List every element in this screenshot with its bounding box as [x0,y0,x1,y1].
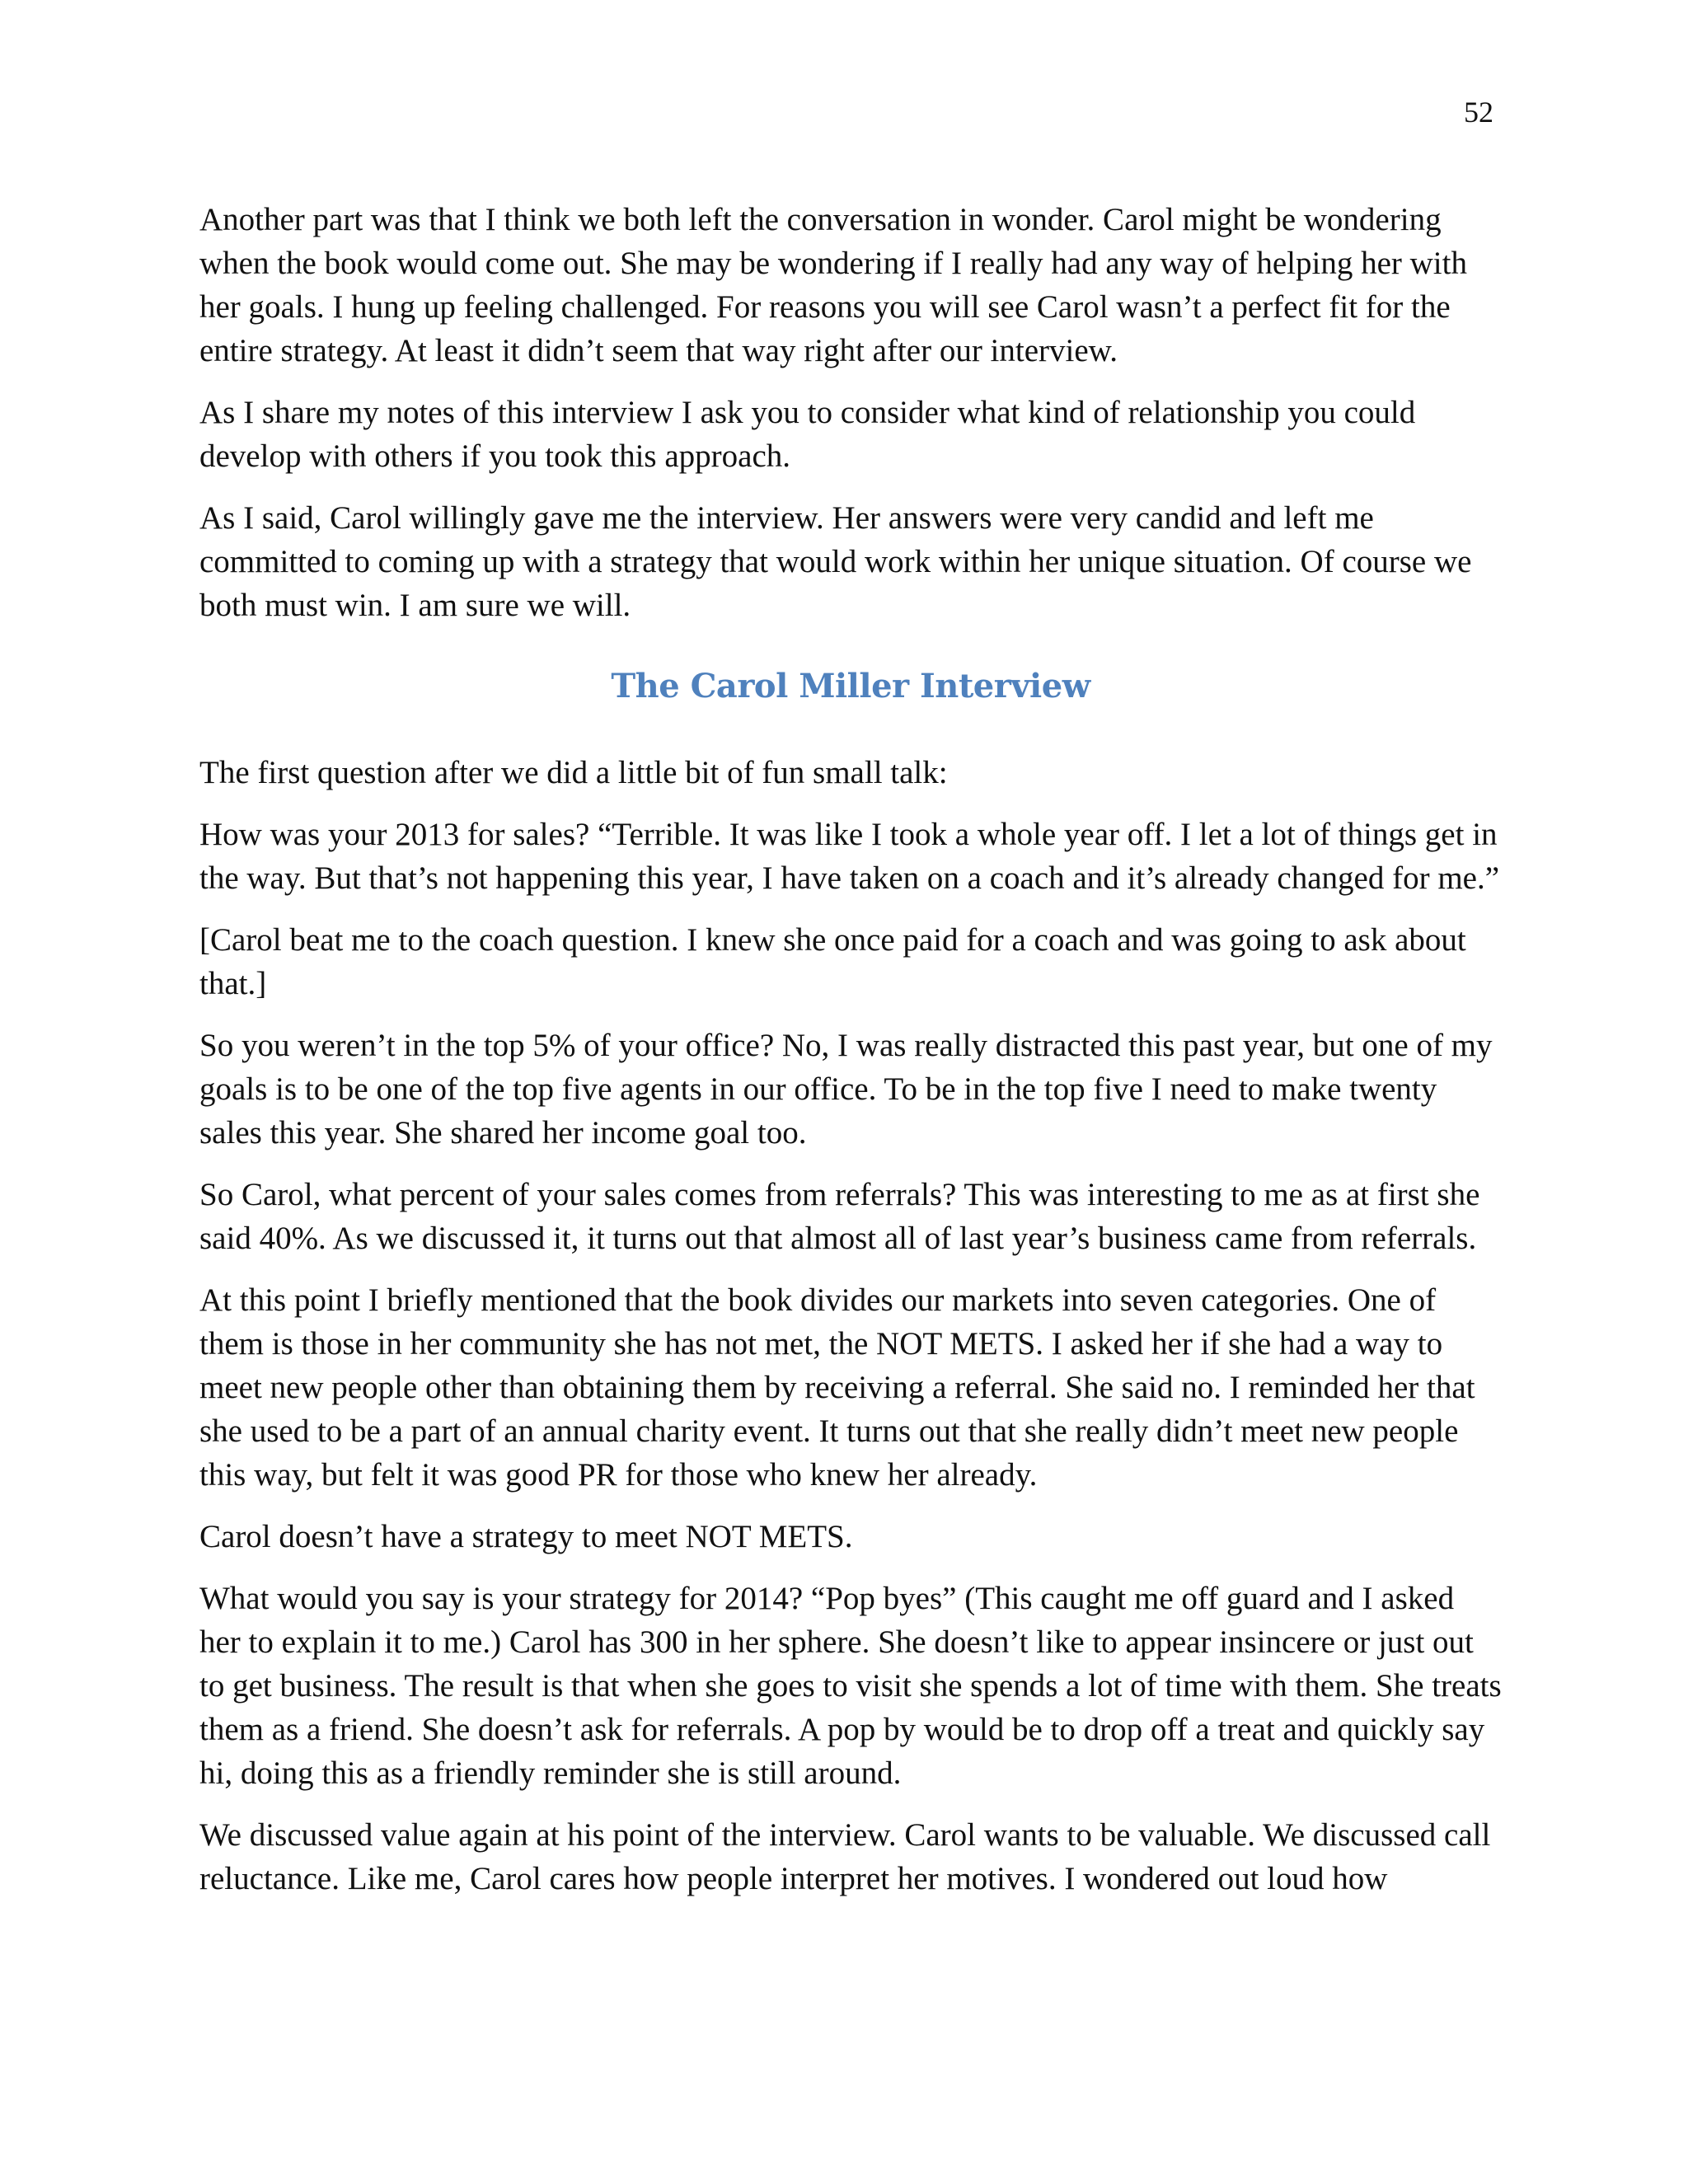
page-number: 52 [1464,96,1493,129]
paragraph: At this point I briefly mentioned that the book divides our markets into seven categories. One of them is those in her community she has not met, the NOT METS. I asked her if she had a way to meet new people other than obtaining them by receiving a referral. She said no. I reminded her that she used to be a part of an annual charity event. It turns out that she really didn’t meet new people this way, but felt it was good PR for those who knew her already. [199,1282,1475,1493]
paragraph: [Carol beat me to the coach question. I knew she once paid for a coach and was going to ask about that.] [199,922,1466,1001]
body-text [199,198,1502,1919]
paragraph: So Carol, what percent of your sales comes from referrals? This was interesting to me as at first she said 40%. As we discussed it, it turns out that almost all of last year’s business came from referrals. [199,1177,1480,1256]
section-heading: The Carol Miller Interview [611,667,1090,705]
paragraph: As I share my notes of this interview I ask you to consider what kind of relationship you could develop with others if you took this approach. [199,395,1416,474]
paragraph: Another part was that I think we both left the conversation in wonder. Carol might be wondering when the book would come out. She may be wondering if I really had any way of helping her with her goals. I hung up feeling challenged. For reasons you will see Carol wasn’t a perfect fit for the entire strategy. At least it didn’t seem that way right after our interview. [199,202,1467,368]
paragraph: Carol doesn’t have a strategy to meet NOT METS. [199,1519,853,1554]
paragraph: So you weren’t in the top 5% of your office? No, I was really distracted this past year, but one of my goals is to be one of the top five agents in our office. To be in the top five I need to make twenty sales this year. She shared her income goal too. [199,1028,1493,1151]
paragraph: How was your 2013 for sales? “Terrible. It was like I took a whole year off. I let a lot of things get in the way. But that’s not happening this year, I have taken on a coach and it’s already changed for me.” [199,817,1500,896]
paragraph: As I said, Carol willingly gave me the interview. Her answers were very candid and left me committed to coming up with a strategy that would work within her unique situation. Of course we both must win. I am sure we will. [199,500,1472,623]
paragraph: We discussed value again at his point of the interview. Carol wants to be valuable. We discussed call reluctance. Like me, Carol cares how people interpret her motives. I wondered out loud how [199,1817,1491,1896]
paragraph: The first question after we did a little bit of fun small talk: [199,755,948,790]
paragraph: What would you say is your strategy for 2014? “Pop byes” (This caught me off guard and I asked her to explain it to me.) Carol has 300 in her sphere. She doesn’t like to appear insincere or just out to get business. The result is that when she goes to visit she spends a lot of time with them. She treats them as a friend. She doesn’t ask for referrals. A pop by would be to drop off a treat and quickly say hi, doing this as a friendly reminder she is still around. [199,1581,1502,1791]
